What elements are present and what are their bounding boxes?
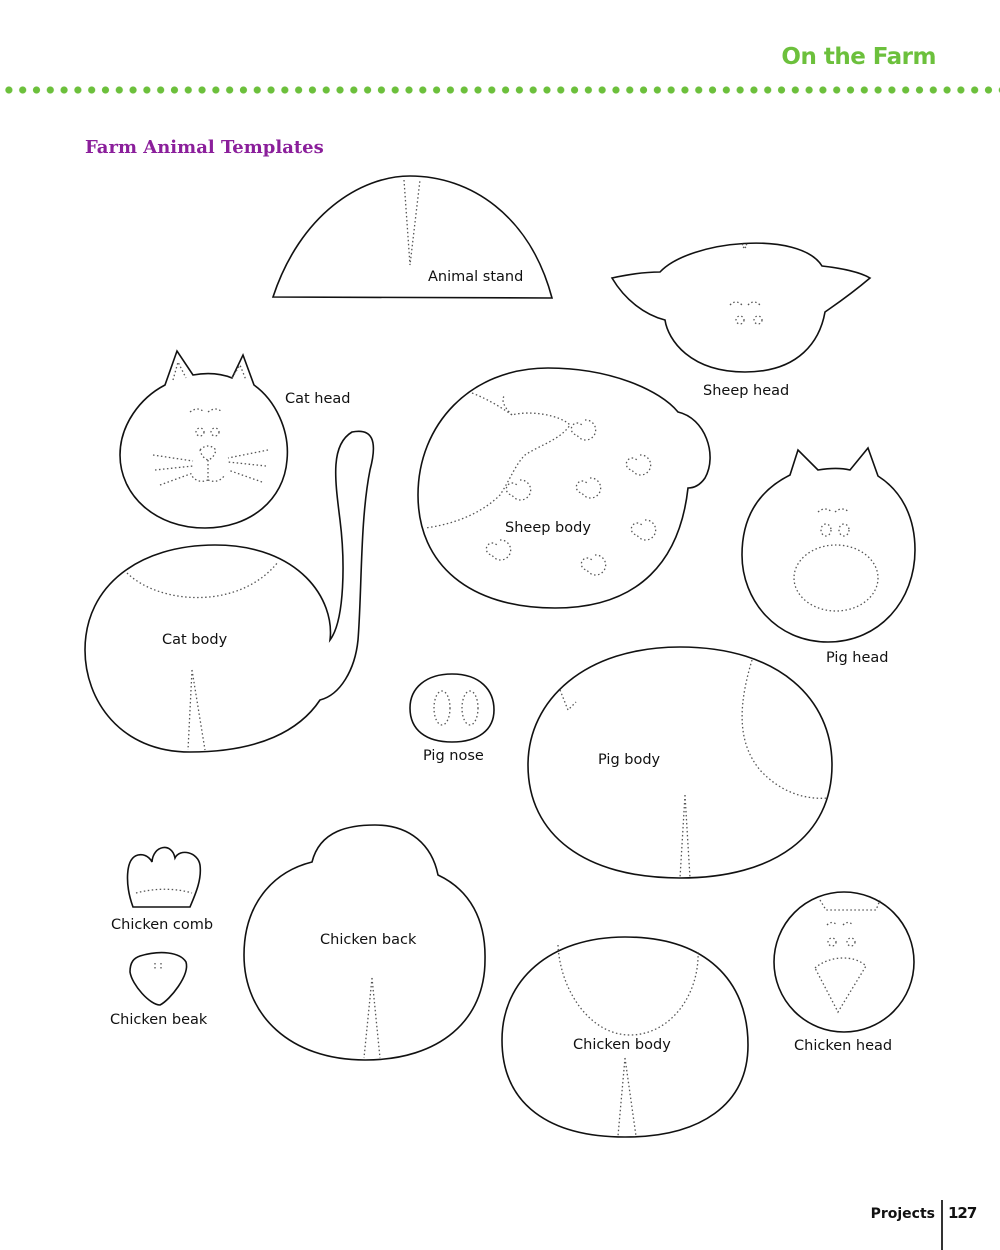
label-pig-nose: Pig nose <box>423 748 484 764</box>
chicken-comb-shape <box>128 847 201 907</box>
chicken-head-shape <box>774 892 914 1032</box>
pig-nose-shape <box>410 674 494 742</box>
sheep-head-shape <box>612 243 870 372</box>
label-chicken-body: Chicken body <box>573 1037 671 1053</box>
label-cat-head: Cat head <box>285 391 351 407</box>
label-chicken-beak: Chicken beak <box>110 1012 208 1028</box>
label-pig-head: Pig head <box>826 650 889 666</box>
footer-divider <box>941 1200 943 1250</box>
pig-body-shape <box>528 647 832 878</box>
section-title: Farm Animal Templates <box>85 137 324 158</box>
label-sheep-head: Sheep head <box>703 383 790 399</box>
label-cat-body: Cat body <box>162 632 228 648</box>
cat-head-shape <box>120 351 287 528</box>
label-chicken-comb: Chicken comb <box>111 917 214 933</box>
label-chicken-head: Chicken head <box>794 1038 893 1054</box>
sheep-body-shape <box>418 368 710 608</box>
chicken-beak-shape <box>130 953 187 1005</box>
chapter-title: On the Farm <box>781 44 936 70</box>
label-sheep-body: Sheep body <box>505 520 591 536</box>
page-number: 127 <box>948 1204 977 1222</box>
label-chicken-back: Chicken back <box>320 932 417 948</box>
label-animal-stand: Animal stand <box>428 269 524 285</box>
label-pig-body: Pig body <box>598 752 661 768</box>
pig-head-shape <box>742 448 915 642</box>
footer-section-name: Projects <box>870 1206 935 1222</box>
